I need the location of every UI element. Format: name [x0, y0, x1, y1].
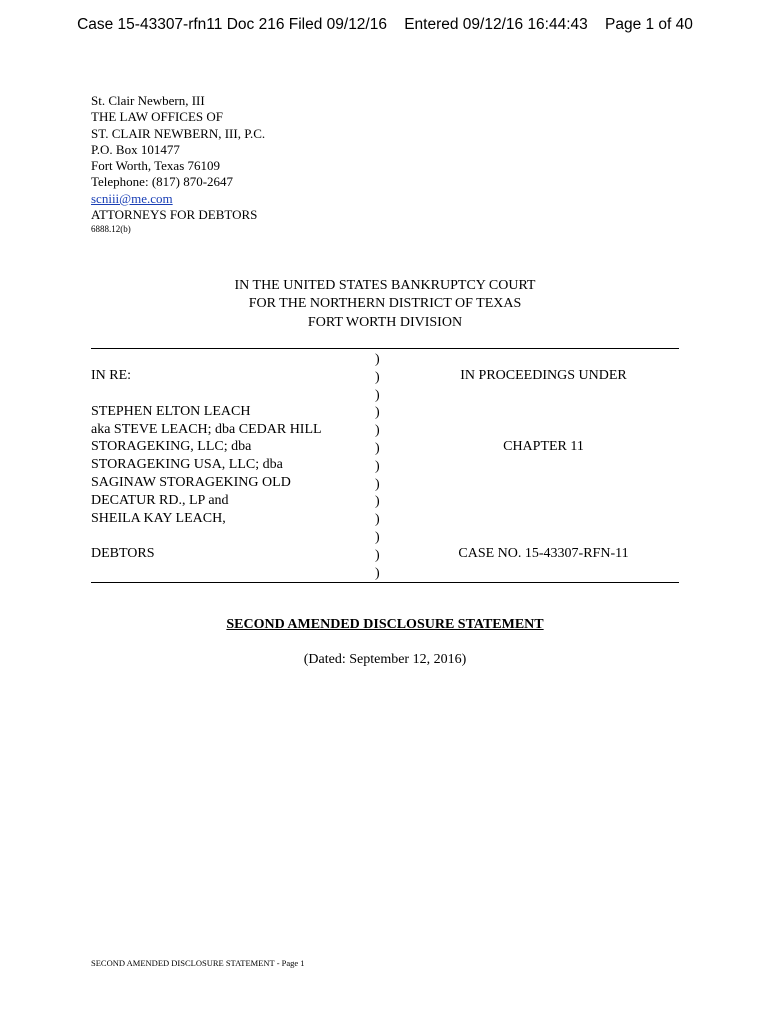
caption-paren: ): [375, 512, 380, 528]
attorney-block: [91, 93, 265, 235]
caption-paren: ): [375, 529, 380, 545]
caption-paren: ): [375, 423, 380, 439]
debtor-line: aka STEVE LEACH; dba CEDAR HILL: [91, 422, 322, 437]
telephone: Telephone: (817) 870-2647: [91, 174, 234, 190]
debtors-label: DEBTORS: [91, 546, 155, 561]
debtor-line: STORAGEKING USA, LLC; dba: [91, 457, 283, 472]
court-line-1: IN THE UNITED STATES BANKRUPTCY COURT: [234, 278, 536, 293]
city-state-zip: Fort Worth, Texas 76109: [91, 158, 221, 174]
caption-paren: ): [375, 565, 380, 581]
attorney-name: St. Clair Newbern, III: [91, 93, 205, 108]
document-date: (Dated: September 12, 2016): [303, 652, 467, 667]
caption-paren: ): [375, 387, 380, 403]
chapter-label: CHAPTER 11: [503, 439, 584, 454]
law-office-line: THE LAW OFFICES OF: [91, 109, 223, 125]
caption-paren: ): [375, 476, 380, 492]
document-title: SECOND AMENDED DISCLOSURE STATEMENT: [226, 617, 544, 632]
debtor-line: SAGINAW STORAGEKING OLD: [91, 475, 291, 490]
debtor-line: DECATUR RD., LP and: [91, 493, 229, 508]
attorney-role: ATTORNEYS FOR DEBTORS: [91, 207, 258, 223]
case-caption: [91, 348, 679, 583]
caption-paren: ): [375, 494, 380, 510]
page-footer: SECOND AMENDED DISCLOSURE STATEMENT - Page 1: [91, 958, 305, 968]
caption-paren: ): [375, 458, 380, 474]
firm-name: ST. CLAIR NEWBERN, III, P.C.: [91, 125, 266, 141]
caption-paren: ): [375, 369, 380, 385]
email-link[interactable]: scniii@me.com: [91, 190, 173, 206]
case-number: CASE NO. 15-43307-RFN-11: [458, 546, 629, 561]
debtor-line: STORAGEKING, LLC; dba: [91, 439, 252, 454]
caption-paren-column: [375, 351, 380, 582]
court-line-3: FORT WORTH DIVISION: [307, 314, 463, 330]
po-box: P.O. Box 101477: [91, 141, 180, 157]
in-re-label: IN RE:: [91, 368, 132, 383]
file-reference: 6888.12(b): [91, 224, 131, 235]
court-heading: [0, 277, 770, 332]
debtor-line: STEPHEN ELTON LEACH: [91, 404, 251, 419]
court-line-2: FOR THE NORTHERN DISTRICT OF TEXAS: [248, 296, 522, 312]
caption-paren: ): [375, 405, 380, 421]
proceedings-label: IN PROCEEDINGS UNDER: [460, 368, 627, 383]
filing-stamp-header: Case 15-43307-rfn11 Doc 216 Filed 09/12/16 Entered 09/12/16 16:44:43 Page 1 of 40: [77, 16, 693, 33]
caption-paren: ): [375, 547, 380, 563]
caption-paren: ): [375, 440, 380, 456]
debtor-line: SHEILA KAY LEACH,: [91, 511, 226, 526]
caption-paren: ): [375, 352, 380, 367]
